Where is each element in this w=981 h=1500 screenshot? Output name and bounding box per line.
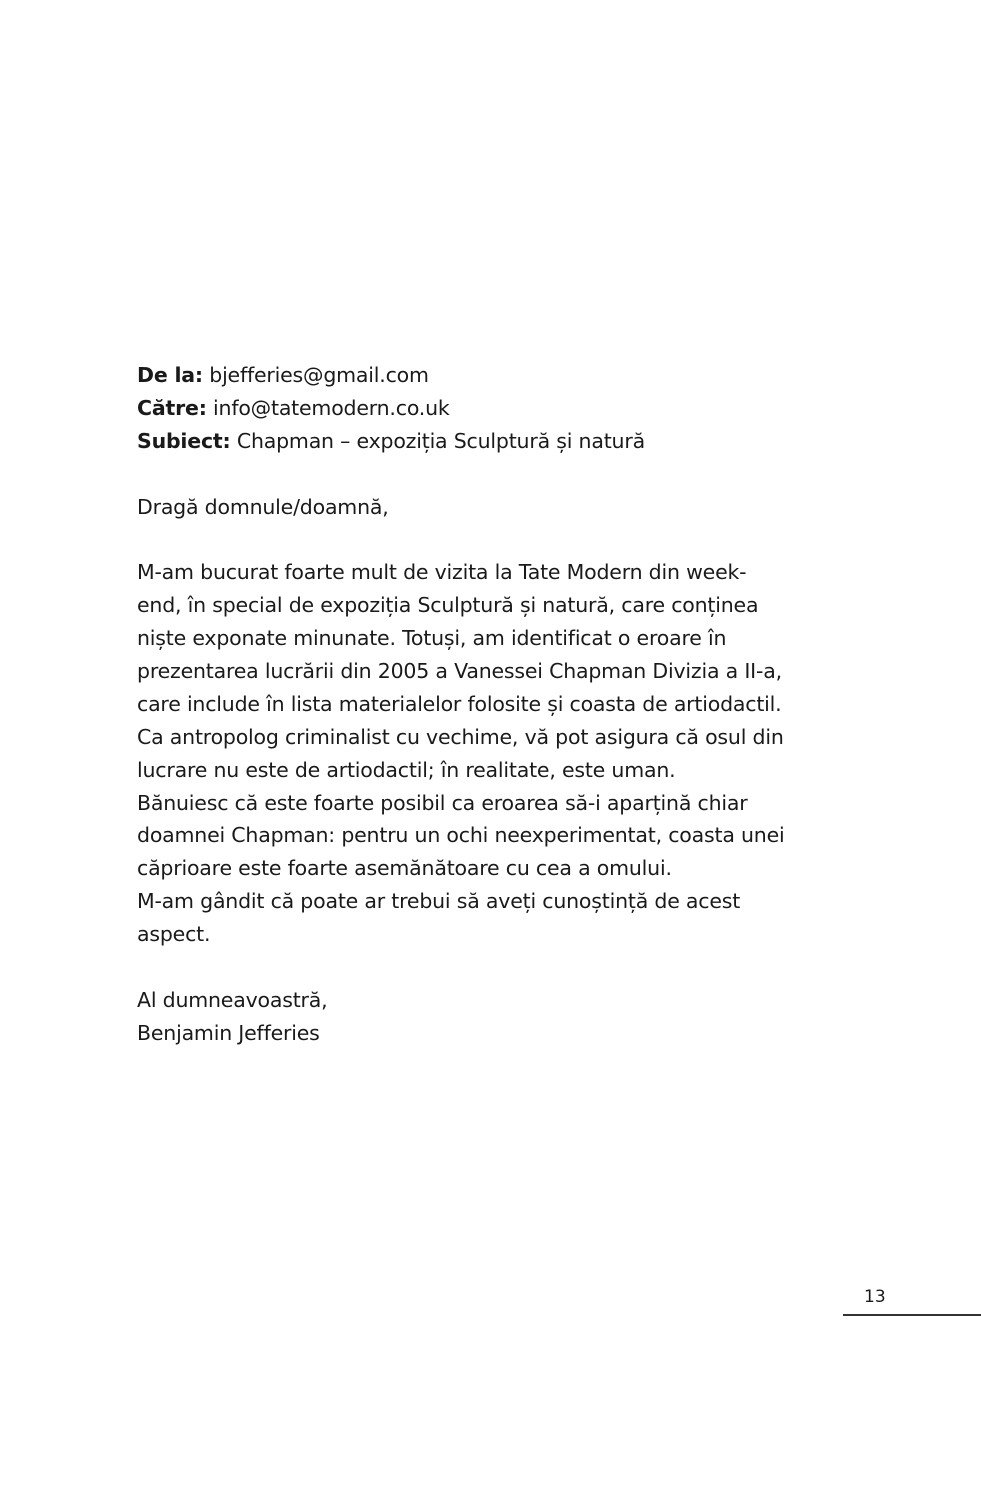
subject-line [137,425,785,458]
from-value: bjefferies@gmail.com [209,363,429,387]
signature: Benjamin Jefferies [137,1020,320,1045]
greeting: Dragă domnule/doamnă, [137,494,389,519]
from-line [137,359,785,392]
body-line: Ca antropolog criminalist cu vechime, vă pot asigura că osul din [137,724,784,749]
to-line [137,392,785,425]
body-line: căprioare este foarte asemănătoare cu cea a omului. [137,856,672,881]
page-number: 13 [864,1287,886,1307]
to-value: info@tatemodern.co.uk [213,395,450,420]
body-line: lucrare nu este de artiodactil; în realitate, este uman. [137,757,676,782]
closing: Al dumneavoastră, [137,987,328,1012]
body-line: end, în special de expoziția Sculptură și natură, care conținea [137,593,759,618]
email-letter [137,359,785,1050]
from-label: De la: [137,363,203,387]
body-line: M-am bucurat foarte mult de vizita la Tate Modern din week- [137,560,747,585]
body-line: doamnei Chapman: pentru un ochi neexperimentat, coasta unei [137,823,785,848]
body-line: Bănuiesc că este foarte posibil ca eroarea să-i aparțină chiar [137,790,748,815]
subject-value: Chapman – expoziția Sculptură și natură [236,428,645,453]
page-number-rule [843,1314,981,1316]
body-line: care include în lista materialelor folosite și coasta de artiodactil. [137,691,782,716]
body-line: aspect. [137,922,211,947]
body-line: prezentarea lucrării din 2005 a Vanessei Chapman Divizia a II-a, [137,659,782,684]
body-line: M-am gândit că poate ar trebui să aveți cunoștință de acest [137,889,741,914]
to-label: Către: [137,395,207,420]
subject-label: Subiect: [137,428,231,453]
body-line: niște exponate minunate. Totuși, am identificat o eroare în [137,626,727,651]
